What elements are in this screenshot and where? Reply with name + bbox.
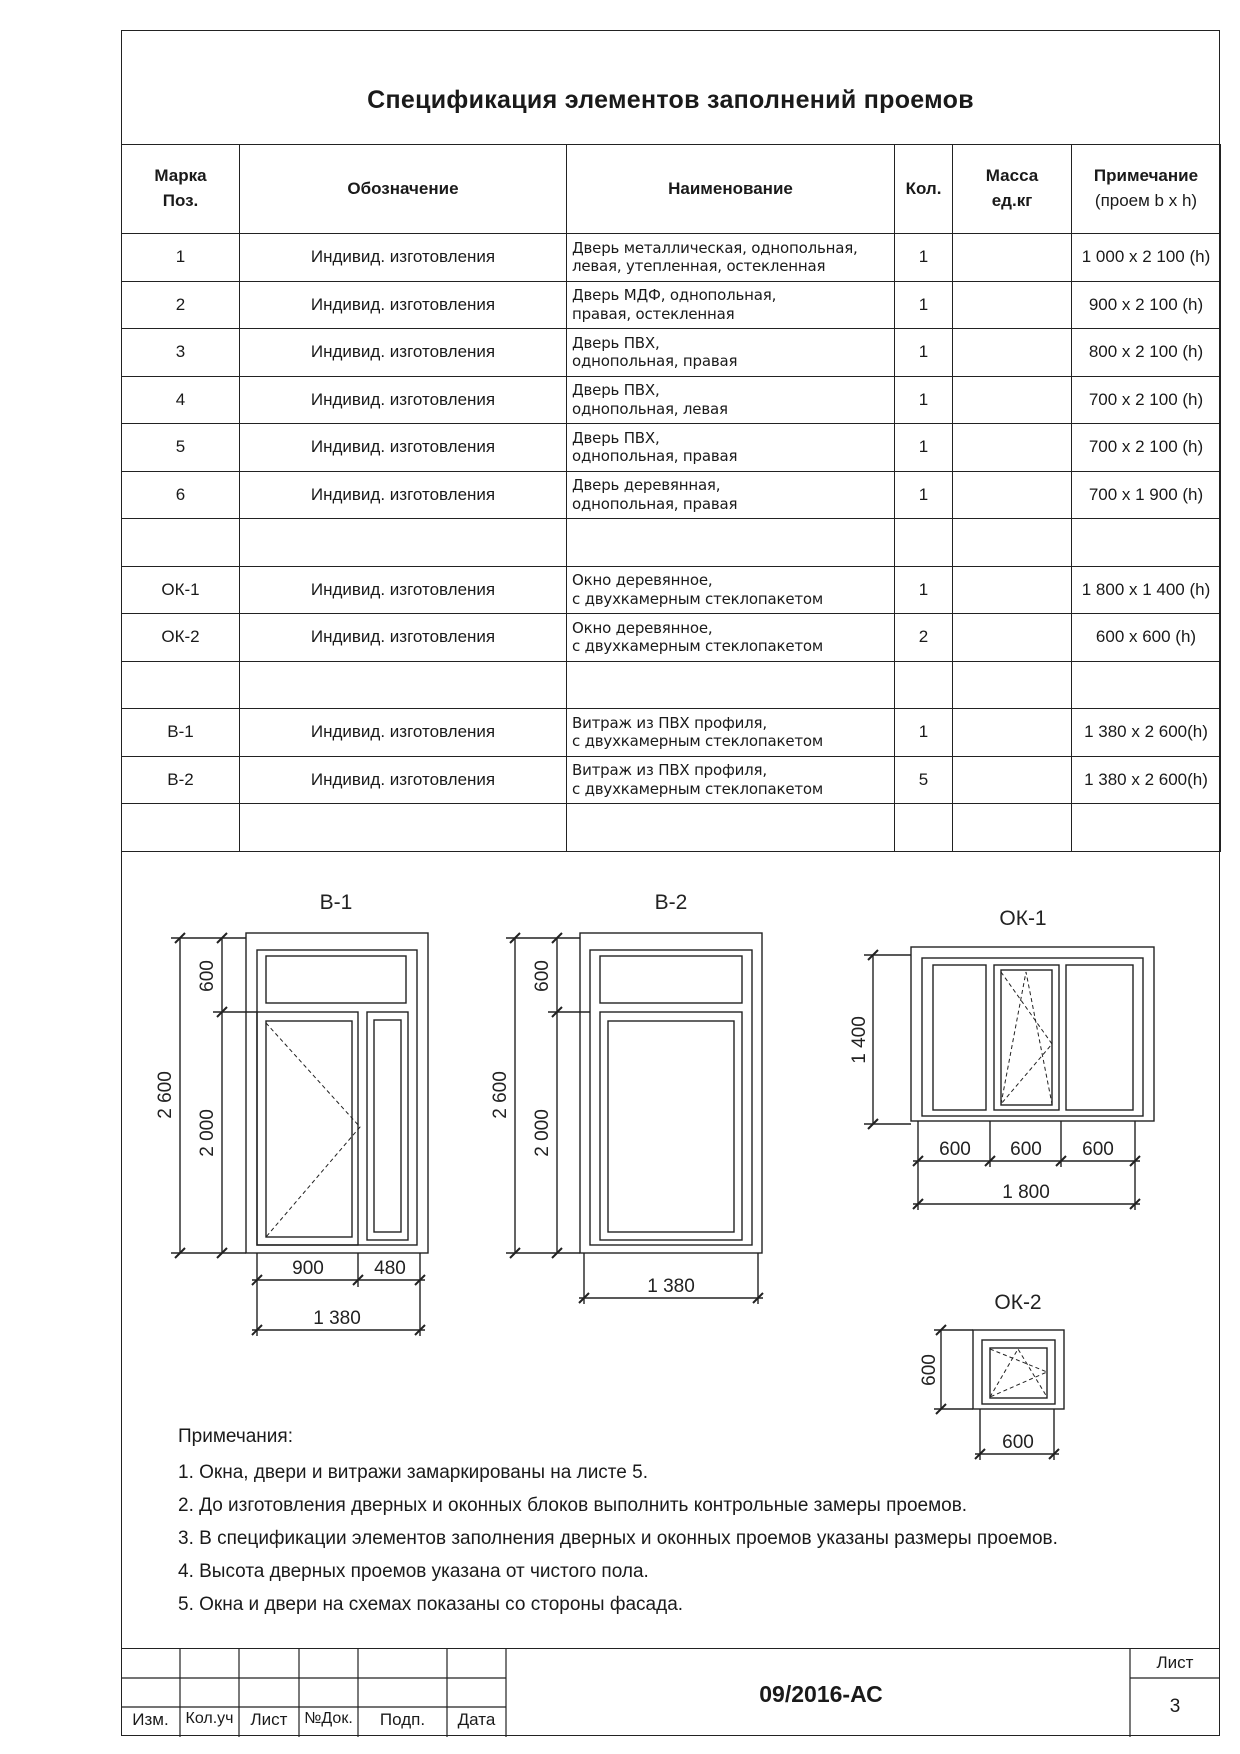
cell-designation: Индивид. изготовления — [240, 329, 567, 377]
cell-note: 900 x 2 100 (h) — [1072, 281, 1221, 329]
b2-dim-total-width: 1 380 — [647, 1276, 695, 1297]
cell-qty: 5 — [895, 756, 953, 804]
note-item: 1. Окна, двери и витражи замаркированы на листе 5. — [178, 1462, 648, 1483]
b1-dim-total-width: 1 380 — [313, 1308, 361, 1329]
header-mark-line1: Марка — [154, 166, 207, 186]
cell-qty: 1 — [895, 234, 953, 282]
cell-mark: ОК-2 — [122, 614, 240, 662]
sheet-label: Лист — [1156, 1653, 1194, 1672]
notes — [178, 1423, 1058, 1624]
ok2-dim-height: 600 — [919, 1354, 940, 1386]
notes-heading: Примечания: — [178, 1426, 293, 1447]
document-code: 09/2016-АС — [759, 1681, 883, 1707]
sheet-number: 3 — [1169, 1696, 1181, 1717]
cell-name-line: Дверь ПВХ, — [572, 333, 660, 352]
ok1-dim-height: 1 400 — [849, 1016, 870, 1064]
cell-note: 800 x 2 100 (h) — [1072, 329, 1221, 377]
cell-qty: 1 — [895, 566, 953, 614]
cell-designation: Индивид. изготовления — [240, 471, 567, 519]
header-name: Наименование — [567, 145, 895, 234]
header-note-line1: Примечание — [1093, 166, 1199, 186]
cell-name-line: однопольная, правая — [572, 352, 738, 371]
cell-name-line: с двухкамерным стеклопакетом — [572, 779, 823, 798]
cell-name-line: Дверь МДФ, однопольная, — [572, 286, 777, 305]
scheme-ok1 — [849, 907, 1154, 1210]
scheme-b2-label: В-2 — [654, 891, 688, 914]
cell-mark: 4 — [122, 376, 240, 424]
cell-designation: Индивид. изготовления — [240, 756, 567, 804]
note-item: 4. Высота дверных проемов указана от чистого пола. — [178, 1561, 649, 1582]
ok1-dim-right-width: 600 — [1082, 1139, 1114, 1160]
header-qty: Кол. — [895, 145, 953, 234]
cell-name-line: Окно деревянное, — [572, 571, 713, 590]
cell-note: 1 380 x 2 600(h) — [1072, 709, 1221, 757]
title-block-col-list: Лист — [250, 1710, 288, 1729]
note-item: 3. В спецификации элементов заполнения дверных и оконных проемов указаны размеры проемов. — [178, 1528, 1058, 1549]
b2-dim-total-height: 2 600 — [490, 1071, 511, 1119]
b2-dim-bottom-height: 2 000 — [532, 1109, 553, 1157]
cell-qty: 1 — [895, 281, 953, 329]
title-block — [121, 1648, 1220, 1736]
cell-qty: 1 — [895, 709, 953, 757]
cell-name-line: Витраж из ПВХ профиля, — [572, 761, 767, 780]
cell-note: 600 x 600 (h) — [1072, 614, 1221, 662]
cell-designation: Индивид. изготовления — [240, 376, 567, 424]
cell-designation: Индивид. изготовления — [240, 234, 567, 282]
b1-transom — [266, 956, 406, 1003]
ok1-left-pane — [933, 965, 986, 1110]
cell-qty: 1 — [895, 329, 953, 377]
cell-note: 700 x 2 100 (h) — [1072, 376, 1221, 424]
b1-door-leaf — [257, 1012, 358, 1245]
header-mass-line2: ед.кг — [991, 191, 1033, 210]
cell-name-line: с двухкамерным стеклопакетом — [572, 637, 823, 656]
b1-opening-sash — [266, 1023, 360, 1237]
cell-note: 1 800 x 1 400 (h) — [1072, 566, 1221, 614]
b1-dim-door-width: 900 — [292, 1258, 324, 1279]
header-mark-line2: Поз. — [162, 191, 199, 210]
ok1-outer-frame — [911, 947, 1154, 1121]
b1-door-glass — [266, 1021, 352, 1237]
ok1-opening-tilt — [1001, 972, 1052, 1104]
cell-designation: Индивид. изготовления — [240, 281, 567, 329]
title-block-col-doc: №Док. — [304, 1710, 353, 1727]
title-block-col-date: Дата — [457, 1710, 496, 1729]
ok1-dim-middle-width: 600 — [1010, 1139, 1042, 1160]
cell-name-line: Дверь металлическая, однопольная, — [572, 238, 858, 257]
b2-outer-frame — [580, 933, 762, 1253]
cell-mark: 6 — [122, 471, 240, 519]
scheme-b1 — [155, 891, 428, 1336]
cell-qty: 2 — [895, 614, 953, 662]
cell-name-line: Дверь ПВХ, — [572, 381, 660, 400]
scheme-b2 — [490, 891, 763, 1304]
title-block-col-sign: Подп. — [379, 1710, 426, 1729]
b1-dim-side-width: 480 — [374, 1258, 406, 1279]
ok2-opening-tilt — [990, 1349, 1047, 1397]
b2-lower-glass — [608, 1021, 734, 1232]
b1-inner-frame — [257, 950, 417, 1245]
ok1-dim-total-width: 1 800 — [1002, 1182, 1050, 1203]
cell-note: 1 380 x 2 600(h) — [1072, 756, 1221, 804]
cell-mark: ОК-1 — [122, 566, 240, 614]
scheme-ok2-label: ОК-2 — [994, 1291, 1042, 1314]
cell-qty: 1 — [895, 424, 953, 472]
b1-side-glass — [374, 1020, 401, 1232]
cell-mark: 1 — [122, 234, 240, 282]
ok2-glass — [990, 1348, 1047, 1398]
title-block-col-kol: Кол.уч — [185, 1710, 234, 1727]
cell-designation: Индивид. изготовления — [240, 614, 567, 662]
cell-name-line: однопольная, правая — [572, 494, 738, 513]
b2-dim-top-height: 600 — [532, 960, 553, 992]
cell-name-line: Окно деревянное, — [572, 618, 713, 637]
cell-designation: Индивид. изготовления — [240, 424, 567, 472]
ok1-dim-left-width: 600 — [939, 1139, 971, 1160]
scheme-ok1-label: ОК-1 — [999, 907, 1047, 930]
cell-qty: 1 — [895, 471, 953, 519]
cell-qty: 1 — [895, 376, 953, 424]
ok1-inner-frame — [922, 958, 1143, 1116]
b1-side-panel — [367, 1012, 408, 1240]
b1-dim-total-height: 2 600 — [155, 1071, 176, 1119]
note-item: 2. До изготовления дверных и оконных блоков выполнить контрольные замеры проемов. — [178, 1495, 968, 1516]
b1-dim-top-height: 600 — [197, 960, 218, 992]
header-designation: Обозначение — [240, 145, 567, 234]
ok2-dim-width: 600 — [1002, 1432, 1034, 1453]
ok1-middle-glass — [1001, 970, 1052, 1105]
b2-lower-panel — [600, 1012, 742, 1240]
cell-name-line: Дверь ПВХ, — [572, 428, 660, 447]
cell-name-line: правая, остекленная — [572, 304, 735, 323]
note-item: 5. Окна и двери на схемах показаны со стороны фасада. — [178, 1594, 684, 1615]
cell-note: 700 x 2 100 (h) — [1072, 424, 1221, 472]
cell-note: 700 x 1 900 (h) — [1072, 471, 1221, 519]
ok2-outer-frame — [973, 1330, 1064, 1409]
title-block-col-izm: Изм. — [132, 1710, 169, 1729]
cell-mark: В-1 — [122, 709, 240, 757]
b2-transom — [600, 956, 742, 1003]
cell-name-line: с двухкамерным стеклопакетом — [572, 589, 823, 608]
ok1-opening-turn — [1001, 972, 1052, 1104]
cell-mark: 2 — [122, 281, 240, 329]
cell-designation: Индивид. изготовления — [240, 709, 567, 757]
b1-dim-bottom-height: 2 000 — [197, 1109, 218, 1157]
ok2-opening-turn — [990, 1349, 1047, 1397]
cell-name-line: Дверь деревянная, — [572, 476, 721, 495]
cell-name-line: левая, утепленная, остекленная — [572, 257, 826, 276]
header-mass-line1: Масса — [985, 166, 1039, 186]
cell-name-line: однопольная, правая — [572, 447, 738, 466]
b2-inner-frame — [590, 950, 752, 1245]
cell-name-line: Витраж из ПВХ профиля, — [572, 713, 767, 732]
cell-mark: 5 — [122, 424, 240, 472]
page-title: Спецификация элементов заполнений проемов — [367, 86, 974, 114]
cell-note: 1 000 x 2 100 (h) — [1072, 234, 1221, 282]
cell-mark: В-2 — [122, 756, 240, 804]
cell-mark: 3 — [122, 329, 240, 377]
cell-designation: Индивид. изготовления — [240, 566, 567, 614]
header-note-line2: (проем b x h) — [1094, 191, 1198, 210]
cell-name-line: с двухкамерным стеклопакетом — [572, 732, 823, 751]
scheme-b1-label: В-1 — [319, 891, 353, 914]
cell-name-line: однопольная, левая — [572, 399, 728, 418]
ok1-right-pane — [1066, 965, 1133, 1110]
